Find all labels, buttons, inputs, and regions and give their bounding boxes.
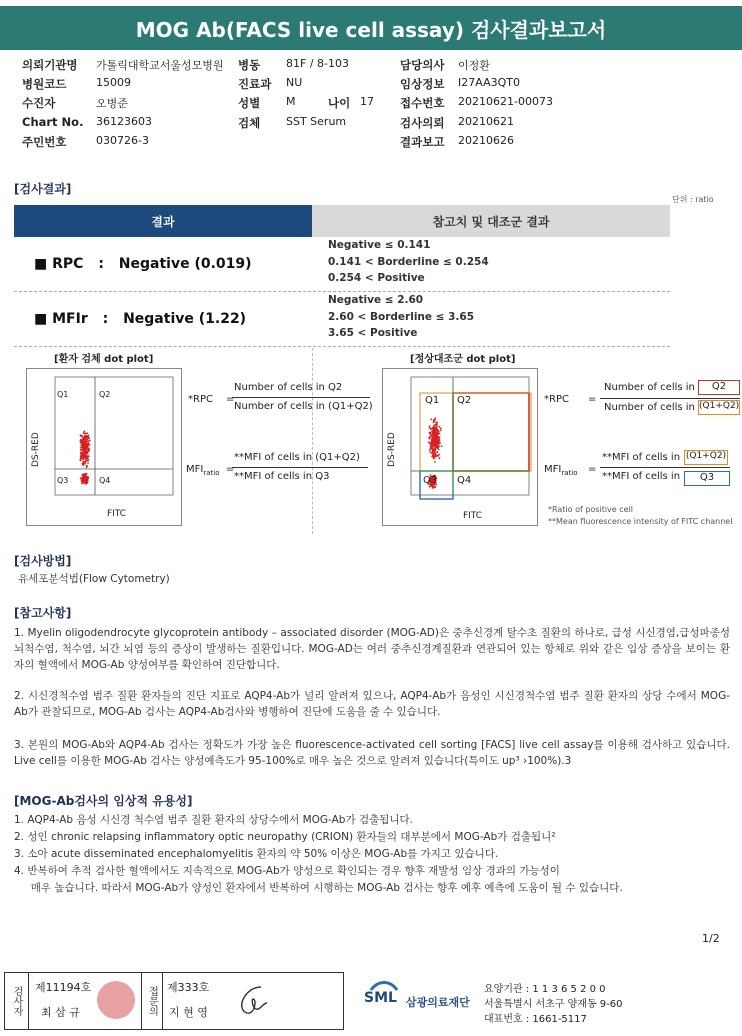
scatter-dot xyxy=(433,420,435,422)
hdr-value-org: 가톨릭대학교서울성모병원 xyxy=(96,59,224,72)
scatter-dot xyxy=(82,450,84,452)
patient-mfi-num: **MFI of cells in (Q1+Q2) xyxy=(234,452,360,463)
hdr-label-report: 결과보고 xyxy=(400,135,445,149)
scatter-dot xyxy=(433,421,435,423)
scatter-dot xyxy=(430,419,432,421)
scatter-dot xyxy=(87,443,89,445)
hdr-value-age: 17 xyxy=(360,95,374,108)
inspector-label: 검사자 xyxy=(5,973,29,1029)
plot-note-2: **Mean fluorescence intensity of FITC channel xyxy=(548,517,733,526)
scatter-dot xyxy=(83,478,85,480)
org-address: 서울특별시 서초구 양재동 9-60 xyxy=(484,999,623,1010)
scatter-dot xyxy=(84,447,86,449)
scatter-dot xyxy=(438,430,440,432)
scatter-dot xyxy=(86,438,88,440)
scatter-dot xyxy=(435,423,437,425)
scatter-dot xyxy=(86,432,88,434)
hdr-value-doctor: 이정환 xyxy=(458,59,490,72)
scatter-dot xyxy=(88,437,90,439)
method-title: [검사방법] xyxy=(14,554,72,568)
control-mfi-den: **MFI of cells in xyxy=(602,471,681,482)
patient-q2-label: Q2 xyxy=(99,390,111,399)
scatter-dot xyxy=(86,465,88,467)
scatter-dot xyxy=(87,441,89,443)
control-plot-title: [정상대조군 dot plot] xyxy=(410,354,516,365)
hdr-value-request: 20210621 xyxy=(458,115,514,128)
scatter-dot xyxy=(84,454,86,456)
scatter-dot xyxy=(440,427,442,429)
scatter-dot xyxy=(83,463,85,465)
page-number: 1/2 xyxy=(702,932,720,945)
patient-dots xyxy=(79,431,90,485)
control-y-label: DS-RED xyxy=(387,432,397,467)
hdr-value-report: 20210626 xyxy=(458,134,514,147)
mfir-ref-3: 3.65 < Positive xyxy=(328,327,418,339)
scatter-dot xyxy=(86,458,88,460)
plot-divider xyxy=(312,348,313,534)
scatter-dot xyxy=(85,483,87,485)
control-dot-plot xyxy=(382,368,538,526)
org-tel: 대표번호 : 1661-5117 xyxy=(484,1014,587,1025)
rpc-ref-2: 0.141 < Borderline ≤ 0.254 xyxy=(328,256,489,268)
equals-sign: = xyxy=(588,464,597,475)
clinical-item-4-cont: 매우 높습니다. 따라서 MOG-Ab가 양성인 환자에서 반복하여 시행하는 MOG-Ab 검사는 향후 예후 예측에 도움이 될 수 있습니다. xyxy=(14,882,623,894)
mfir-result-row xyxy=(34,311,246,327)
scatter-dot xyxy=(436,426,438,428)
unit-label: 단위 : ratio xyxy=(672,195,714,204)
scatter-dot xyxy=(88,435,90,437)
patient-rpc-den: Number of cells in (Q1+Q2) xyxy=(234,401,373,412)
patient-mfi-den: **MFI of cells in Q3 xyxy=(234,471,330,482)
rpc-sep: : xyxy=(98,256,104,272)
control-q4-label: Q4 xyxy=(457,475,472,486)
hdr-value-code: 15009 xyxy=(96,76,131,89)
mfir-ref-1: Negative ≤ 2.60 xyxy=(328,294,424,306)
hdr-label-sex: 성별 xyxy=(238,96,261,110)
scatter-dot xyxy=(84,463,86,465)
scatter-dot xyxy=(81,444,83,446)
bullet-icon: ■ xyxy=(34,311,53,327)
org-code: 요양기관 : 1 1 3 6 5 2 0 0 xyxy=(484,984,606,995)
scatter-dot xyxy=(435,443,437,445)
scatter-dot xyxy=(80,449,82,451)
hdr-value-patient: 오병준 xyxy=(96,97,128,110)
patient-plot-frame xyxy=(55,377,173,495)
specialist-no: 제333호 xyxy=(167,981,210,994)
scatter-dot xyxy=(82,461,84,463)
scatter-dot xyxy=(80,457,82,459)
patient-mfi-label: $MFI_{ratio}$ xyxy=(186,464,220,477)
hdr-label-accession: 접수번호 xyxy=(400,96,445,110)
rpc-result-row xyxy=(34,256,252,272)
scatter-dot xyxy=(429,436,431,438)
patient-q1-label: Q1 xyxy=(57,390,69,399)
scatter-dot xyxy=(83,475,85,477)
mfir-sep: : xyxy=(102,311,109,327)
control-q3-label: Q3 xyxy=(423,475,438,486)
notes-title: [참고사항] xyxy=(14,606,72,620)
equals-sign: = xyxy=(226,464,235,475)
scatter-dot xyxy=(439,439,441,441)
frac-line xyxy=(600,467,730,468)
frac-line xyxy=(232,467,368,468)
scatter-dot xyxy=(430,434,432,436)
scatter-dot xyxy=(86,480,88,482)
rpc-value: Negative (0.019) xyxy=(118,256,252,272)
scatter-dot xyxy=(83,431,85,433)
results-section-title: [검사결과] xyxy=(14,182,72,196)
control-rpc-num-box: Q2 xyxy=(698,380,740,395)
control-q1-label: Q1 xyxy=(425,395,440,406)
patient-q3-label: Q3 xyxy=(57,476,69,485)
scatter-dot xyxy=(87,446,89,448)
hdr-label-request: 검사의뢰 xyxy=(400,116,445,130)
hdr-value-chart: 36123603 xyxy=(96,115,152,128)
hdr-value-dept: NU xyxy=(286,76,303,89)
scatter-dot xyxy=(87,462,89,464)
plot-note-1: *Ratio of positive cell xyxy=(548,505,634,514)
scatter-dot xyxy=(84,435,86,437)
patient-plot-title: [환자 검체 dot plot] xyxy=(54,354,154,365)
scatter-dot xyxy=(80,439,82,441)
scatter-dot xyxy=(429,425,431,427)
scatter-dot xyxy=(85,451,87,453)
hdr-label-age: 나이 xyxy=(328,96,351,110)
patient-y-label: DS-RED xyxy=(31,432,41,467)
notes-paragraph-2: 2. 시신경척수염 범주 질환 환자들의 진단 지표로 AQP4-Ab가 널리 알려져 있으나, AQP4-Ab가 음성인 시신경척수염 범주 질환 환자의 상당 수에서 MOG-Ab가 관찰되므로, MOG-Ab 검사는 AQP4-Ab검사와 병행하여 진단에 도움을 줄 수 있습니다. xyxy=(14,690,730,718)
scatter-dot xyxy=(434,486,436,488)
scatter-dot xyxy=(438,457,440,459)
scatter-dot xyxy=(89,448,91,450)
notes-paragraph-3: 3. 본원의 MOG-Ab와 AQP4-Ab 검사는 정확도가 가장 높은 fluorescence-activated cell sorting [FACS] live cell assay를 이용해 검사하고 있습니다. Live cell를 이용한 MOG-Ab 검사는 양성예측도가 95-100%로 매우 높은 것으로 알려져 있습니다(특이도 up³ ›100%).3 xyxy=(14,739,730,767)
scatter-dot xyxy=(80,434,82,436)
hdr-value-clinical: I27AA3QT0 xyxy=(458,76,520,89)
scatter-dot xyxy=(429,449,431,451)
scatter-dot xyxy=(430,428,432,430)
scatter-dot xyxy=(436,422,438,424)
hdr-label-dept: 진료과 xyxy=(238,77,272,91)
patient-q4-label: Q4 xyxy=(99,476,111,485)
scatter-dot xyxy=(81,480,83,482)
notes-paragraph-1: 1. Myelin oligodendrocyte glycoprotein antibody – associated disorder (MOG-AD)은 중추신경계 탈수초 질환의 하나로, 급성 시신경염,급성파종성 뇌척수염, 척수염, 뇌간 뇌염 등의 증상이 발생하는 질환입니다. MOG-AD는 여러 중추신경계질환과 연관되어 있는 항체로 위와 같은 임상 증상을 보이는 환자의 혈액에서 MOG-Ab 양성여부를 확인하여 진단합니다. xyxy=(14,627,730,671)
scatter-dot xyxy=(83,443,85,445)
row-divider xyxy=(14,291,670,292)
frac-line xyxy=(600,398,740,399)
hdr-label-org: 의뢰기관명 xyxy=(22,58,78,72)
scatter-dot xyxy=(85,450,87,452)
specialist-label: 접문의 xyxy=(141,973,163,1029)
scatter-dot xyxy=(437,447,439,449)
bullet-icon: ■ xyxy=(34,256,53,272)
hdr-value-id: 030726-3 xyxy=(96,134,149,147)
clinical-title: [MOG-Ab검사의 임상적 유용성] xyxy=(14,794,193,808)
patient-rpc-num: Number of cells in Q2 xyxy=(234,382,343,393)
rpc-ref-1: Negative ≤ 0.141 xyxy=(328,239,431,251)
scatter-dot xyxy=(80,447,82,449)
hdr-label-ward: 병동 xyxy=(238,58,261,72)
hdr-value-ward: 81F / 8-103 xyxy=(286,57,349,70)
inspector-no: 제11194호 xyxy=(35,981,92,994)
hdr-label-patient: 수진자 xyxy=(22,96,56,110)
mfir-name: MFIr xyxy=(52,311,88,327)
control-mfi-num: **MFI of cells in xyxy=(602,452,681,463)
clinical-item-2: 2. 성인 chronic relapsing inflammatory optic neuropathy (CRION) 환자들의 대부분에서 MOG-Ab가 검출됩니² xyxy=(14,831,556,843)
scatter-dot xyxy=(436,441,438,443)
specialist-name: 지 현 영 xyxy=(169,1006,208,1019)
scatter-dot xyxy=(433,452,435,454)
control-rpc-den: Number of cells in xyxy=(604,402,695,413)
hdr-value-sex: M xyxy=(286,95,296,108)
hdr-label-doctor: 담당의사 xyxy=(400,58,445,72)
hdr-value-specimen: SST Serum xyxy=(286,115,347,128)
clinical-item-3: 3. 소아 acute disseminated encephalomyelitis 환자의 약 50% 이상은 MOG-Ab를 가지고 있습니다. xyxy=(14,848,499,860)
control-mfi-num-box: (Q1+Q2) xyxy=(684,450,728,465)
mfir-ref-2: 2.60 < Borderline ≤ 3.65 xyxy=(328,311,475,323)
scatter-dot xyxy=(86,456,88,458)
scatter-dot xyxy=(434,430,436,432)
scatter-dot xyxy=(437,436,439,438)
scatter-dot xyxy=(438,442,440,444)
rpc-name: RPC xyxy=(52,256,84,272)
scatter-dot xyxy=(434,461,436,463)
scatter-dot xyxy=(80,442,82,444)
seal-icon xyxy=(97,981,135,1019)
scatter-dot xyxy=(433,445,435,447)
results-col-result: 결과 xyxy=(14,205,312,237)
results-col-reference: 참고치 및 대조군 결과 xyxy=(312,205,670,237)
scatter-dot xyxy=(432,455,434,457)
frac-line xyxy=(232,397,370,398)
hdr-value-accession: 20210621-00073 xyxy=(458,95,553,108)
scatter-dot xyxy=(440,429,442,431)
scatter-dot xyxy=(438,454,440,456)
control-rpc-num: Number of cells in xyxy=(604,382,695,393)
signature-icon xyxy=(231,979,271,1021)
control-mfi-label: $MFI_{ratio}$ xyxy=(544,464,578,477)
scatter-dot xyxy=(431,446,433,448)
equals-sign: = xyxy=(226,394,235,405)
scatter-dot xyxy=(441,445,443,447)
scatter-dot xyxy=(88,455,90,457)
scatter-dot xyxy=(433,427,435,429)
scatter-dot xyxy=(437,451,439,453)
scatter-dot xyxy=(434,436,436,438)
control-q2-label: Q2 xyxy=(457,395,472,406)
signature-block xyxy=(4,972,344,1030)
hdr-label-clinical: 임상정보 xyxy=(400,77,445,91)
scatter-dot xyxy=(86,445,88,447)
control-rpc-den-box: (Q1+Q2) xyxy=(698,400,740,415)
scatter-dot xyxy=(88,451,90,453)
scatter-dot xyxy=(433,434,435,436)
patient-dot-plot xyxy=(26,368,182,526)
hdr-label-id: 주민번호 xyxy=(22,135,67,149)
scatter-dot xyxy=(435,433,437,435)
scatter-dot xyxy=(429,451,431,453)
scatter-dot xyxy=(434,418,436,420)
scatter-dot xyxy=(429,442,431,444)
scatter-dot xyxy=(429,486,431,488)
scatter-dot xyxy=(80,454,82,456)
equals-sign: = xyxy=(588,394,597,405)
rpc-ref-3: 0.254 < Positive xyxy=(328,272,425,284)
scatter-dot xyxy=(84,456,86,458)
scatter-dot xyxy=(434,449,436,451)
clinical-item-4: 4. 반복하여 추적 검사한 혈액에서도 지속적으로 MOG-Ab가 양성으로 확인되는 경우 향후 재발성 임상 경과의 가능성이 xyxy=(14,865,560,877)
org-name: 삼광의료재단 xyxy=(406,996,470,1009)
scatter-dot xyxy=(432,437,434,439)
report-title: MOG Ab(FACS live cell assay) 검사결과보고서 xyxy=(0,6,742,50)
patient-rpc-label: *RPC xyxy=(188,394,213,405)
scatter-dot xyxy=(82,457,84,459)
scatter-dot xyxy=(434,437,436,439)
inspector-name: 최 삼 규 xyxy=(41,1006,80,1019)
patient-x-label: FITC xyxy=(107,509,127,519)
scatter-dot xyxy=(438,426,440,428)
scatter-dot xyxy=(81,435,83,437)
hdr-label-specimen: 검체 xyxy=(238,116,261,130)
scatter-dot xyxy=(86,478,88,480)
org-logo-text: SML xyxy=(364,990,397,1006)
scatter-dot xyxy=(431,442,433,444)
mfir-value: Negative (1.22) xyxy=(123,311,247,327)
scatter-dot xyxy=(86,473,88,475)
clinical-item-1: 1. AQP4-Ab 음성 시신경 척수염 범주 질환 환자의 상당수에서 MOG-Ab가 검출됩니다. xyxy=(14,814,413,826)
hdr-label-chart: Chart No. xyxy=(22,115,84,129)
scatter-dot xyxy=(429,427,431,429)
scatter-dot xyxy=(433,439,435,441)
row-divider xyxy=(14,346,670,347)
scatter-dot xyxy=(84,437,86,439)
control-mfi-den-box: Q3 xyxy=(684,471,730,486)
scatter-dot xyxy=(81,440,83,442)
control-rpc-label: *RPC xyxy=(544,394,569,405)
scatter-dot xyxy=(432,450,434,452)
scatter-dot xyxy=(84,474,86,476)
method-text: 유세포분석법(Flow Cytometry) xyxy=(18,573,170,585)
scatter-dot xyxy=(435,455,437,457)
scatter-dot xyxy=(87,460,89,462)
hdr-label-code: 병원코드 xyxy=(22,77,67,91)
control-x-label: FITC xyxy=(463,511,483,521)
